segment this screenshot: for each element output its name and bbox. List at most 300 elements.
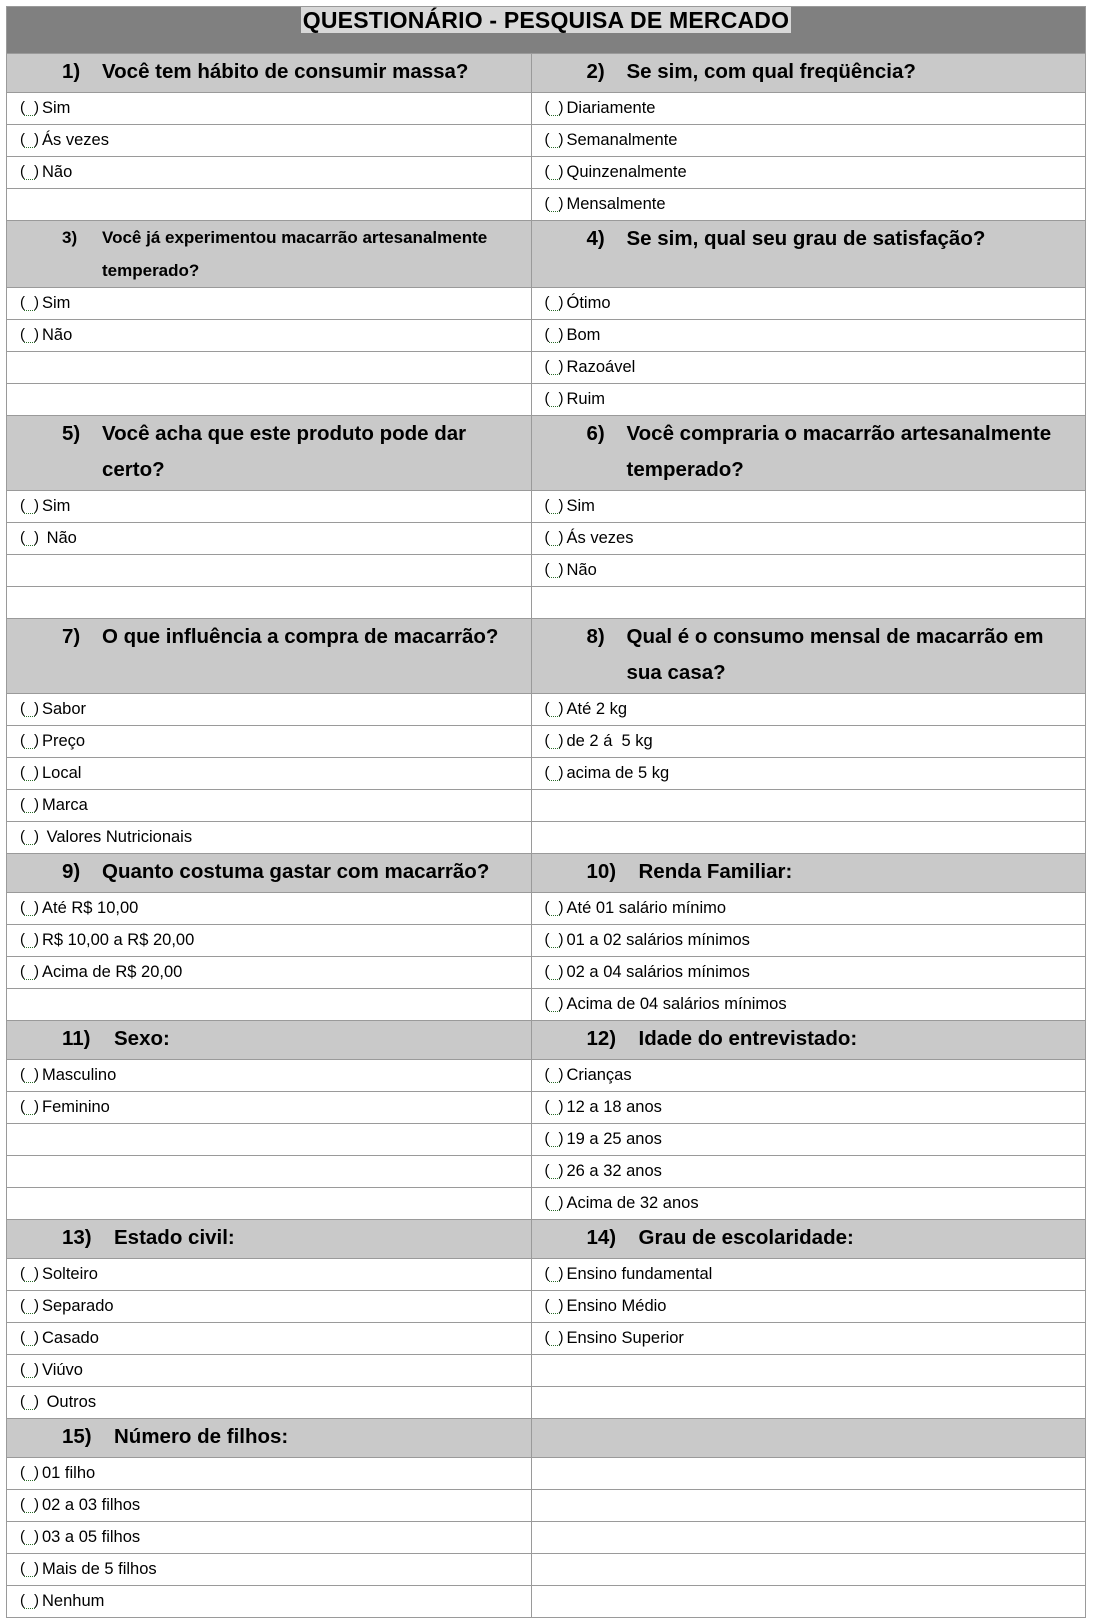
option-row (7, 1092, 1086, 1124)
title-row (7, 7, 1086, 54)
checkbox-blank[interactable] (545, 360, 564, 375)
answer-option[interactable] (7, 790, 531, 821)
question-number: 2) (586, 60, 605, 83)
question-header (532, 619, 1086, 691)
answer-option[interactable] (532, 555, 1086, 586)
answer-option[interactable] (532, 1259, 1086, 1290)
answer-option[interactable] (7, 1060, 531, 1091)
checkbox-blank[interactable] (20, 1562, 39, 1577)
answer-option[interactable] (7, 93, 531, 124)
empty-cell (531, 1490, 1086, 1522)
answer-option[interactable] (532, 491, 1086, 522)
checkbox-close-paren: ) (34, 1393, 39, 1410)
answer-option[interactable] (7, 491, 531, 522)
answer-option[interactable] (532, 523, 1086, 554)
checkbox-blank[interactable] (20, 499, 39, 514)
checkbox-close-paren: ) (34, 1560, 39, 1577)
option-label: Preço (42, 732, 86, 750)
option-label: Casado (42, 1329, 99, 1347)
option-cell (7, 758, 532, 790)
question-text: Sexo: (114, 1027, 170, 1050)
checkbox-underline (549, 1313, 560, 1314)
question-header (7, 221, 531, 287)
option-row (7, 125, 1086, 157)
question-number: 3) (62, 228, 78, 247)
checkbox-blank[interactable] (545, 997, 564, 1012)
option-label: Acima de R$ 20,00 (42, 963, 183, 981)
checkbox-underline (549, 211, 560, 212)
checkbox-open-paren: ( (544, 1194, 550, 1211)
answer-option[interactable] (532, 1124, 1086, 1155)
checkbox-blank[interactable] (545, 392, 564, 407)
checkbox-open-paren: ( (544, 1329, 550, 1346)
checkbox-blank[interactable] (20, 766, 39, 781)
option-label: Acima de 32 anos (566, 1194, 699, 1212)
option-cell (531, 189, 1086, 221)
question-number: 4) (586, 227, 605, 250)
checkbox-blank[interactable] (20, 1498, 39, 1513)
option-label: Outros (42, 1393, 97, 1411)
checkbox-open-paren: ( (20, 1528, 25, 1545)
left-question-cell (7, 221, 532, 288)
option-label: Ensino Médio (566, 1297, 667, 1315)
empty-cell (7, 352, 532, 384)
checkbox-underline (549, 1082, 560, 1083)
question-number: 7) (62, 625, 81, 648)
answer-option[interactable] (7, 726, 531, 757)
checkbox-close-paren: ) (34, 294, 39, 311)
option-label: Não (42, 529, 77, 547)
question-header (7, 54, 531, 90)
answer-option[interactable] (532, 1188, 1086, 1219)
checkbox-close-paren: ) (558, 1130, 564, 1147)
question-number: 15) (62, 1425, 92, 1448)
option-cell (7, 320, 532, 352)
answer-option[interactable] (7, 320, 531, 351)
checkbox-close-paren: ) (34, 963, 39, 980)
checkbox-blank[interactable] (20, 133, 39, 148)
checkbox-open-paren: ( (544, 1066, 550, 1083)
checkbox-close-paren: ) (558, 1329, 564, 1346)
checkbox-blank[interactable] (545, 1299, 564, 1314)
checkbox-open-paren: ( (20, 497, 25, 514)
option-label: Não (566, 561, 597, 579)
answer-option[interactable] (7, 957, 531, 988)
question-text: Se sim, com qual freqüência? (626, 60, 916, 83)
checkbox-open-paren: ( (20, 163, 25, 180)
checkbox-blank[interactable] (545, 197, 564, 212)
answer-option[interactable] (532, 1092, 1086, 1123)
answer-option[interactable] (7, 1259, 531, 1290)
answer-option[interactable] (532, 957, 1086, 988)
empty-cell (7, 1156, 532, 1188)
question-text: Você compraria o macarrão artesanalmente temperado? (626, 422, 1052, 481)
answer-option[interactable] (7, 1490, 531, 1521)
option-cell (7, 957, 532, 989)
answer-option[interactable] (7, 288, 531, 319)
option-cell (531, 893, 1086, 925)
checkbox-close-paren: ) (558, 1066, 564, 1083)
checkbox-open-paren: ( (20, 828, 25, 845)
checkbox-open-paren: ( (544, 1297, 550, 1314)
option-cell (7, 726, 532, 758)
option-label: Razoável (566, 358, 636, 376)
checkbox-close-paren: ) (558, 1297, 564, 1314)
question-number: 12) (586, 1027, 617, 1050)
checkbox-open-paren: ( (544, 1098, 550, 1115)
option-row (7, 523, 1086, 555)
answer-option[interactable] (7, 1092, 531, 1123)
checkbox-blank[interactable] (20, 933, 39, 948)
checkbox-open-paren: ( (20, 99, 25, 116)
question-text: Renda Familiar: (638, 860, 793, 883)
checkbox-open-paren: ( (20, 1098, 25, 1115)
answer-option[interactable] (532, 157, 1086, 188)
checkbox-underline (549, 947, 560, 948)
checkbox-close-paren: ) (558, 1265, 564, 1282)
option-row (7, 1124, 1086, 1156)
question-text: Você tem hábito de consumir massa? (102, 60, 469, 83)
checkbox-underline (549, 342, 560, 343)
answer-option[interactable] (7, 1458, 531, 1489)
option-row (7, 893, 1086, 925)
answer-option[interactable] (7, 1323, 531, 1354)
checkbox-close-paren: ) (34, 1361, 39, 1378)
answer-option[interactable] (532, 1060, 1086, 1091)
option-cell (7, 1060, 532, 1092)
checkbox-blank[interactable] (20, 798, 39, 813)
checkbox-blank[interactable] (20, 734, 39, 749)
option-cell (531, 726, 1086, 758)
checkbox-underline (549, 716, 560, 717)
option-row (7, 790, 1086, 822)
checkbox-open-paren: ( (20, 899, 25, 916)
checkbox-blank[interactable] (545, 1132, 564, 1147)
checkbox-open-paren: ( (20, 1464, 25, 1481)
checkbox-close-paren: ) (34, 131, 39, 148)
option-cell (531, 157, 1086, 189)
empty-cell (531, 790, 1086, 822)
option-label: acima de 5 kg (566, 764, 670, 782)
empty-cell (531, 1387, 1086, 1419)
option-label: Ruim (566, 390, 606, 408)
checkbox-open-paren: ( (544, 390, 550, 407)
option-label: Ás vezes (42, 131, 109, 149)
checkbox-open-paren: ( (544, 358, 550, 375)
checkbox-close-paren: ) (34, 700, 39, 717)
checkbox-blank[interactable] (20, 531, 39, 546)
checkbox-blank[interactable] (20, 101, 39, 116)
checkbox-blank[interactable] (20, 1530, 39, 1545)
option-label: Separado (42, 1297, 114, 1315)
checkbox-open-paren: ( (544, 899, 550, 916)
option-row (7, 694, 1086, 726)
answer-option[interactable] (532, 125, 1086, 156)
option-row (7, 1355, 1086, 1387)
checkbox-blank[interactable] (20, 1594, 39, 1609)
question-header (532, 1220, 1086, 1256)
checkbox-blank[interactable] (545, 702, 564, 717)
checkbox-blank[interactable] (20, 830, 39, 845)
checkbox-blank[interactable] (20, 328, 39, 343)
checkbox-underline (549, 748, 560, 749)
answer-option[interactable] (7, 758, 531, 789)
option-cell (531, 1156, 1086, 1188)
option-cell (531, 1188, 1086, 1220)
checkbox-close-paren: ) (558, 764, 564, 781)
option-cell (531, 758, 1086, 790)
option-row (7, 1188, 1086, 1220)
answer-option[interactable] (532, 352, 1086, 383)
option-cell (531, 1092, 1086, 1124)
option-cell (531, 288, 1086, 320)
option-label: Quinzenalmente (566, 163, 687, 181)
answer-option[interactable] (7, 925, 531, 956)
answer-option[interactable] (532, 989, 1086, 1020)
checkbox-open-paren: ( (20, 931, 25, 948)
checkbox-underline (549, 979, 560, 980)
answer-option[interactable] (532, 1156, 1086, 1187)
question-header (7, 416, 531, 488)
checkbox-open-paren: ( (544, 963, 550, 980)
option-cell (531, 555, 1086, 587)
checkbox-blank[interactable] (545, 1331, 564, 1346)
answer-option[interactable] (7, 893, 531, 924)
option-cell (531, 1060, 1086, 1092)
option-row (7, 352, 1086, 384)
answer-option[interactable] (7, 1291, 531, 1322)
answer-option[interactable] (7, 822, 531, 853)
checkbox-blank[interactable] (20, 1363, 39, 1378)
option-row (7, 189, 1086, 221)
option-cell (531, 491, 1086, 523)
question-header (7, 619, 531, 655)
answer-option[interactable] (7, 157, 531, 188)
option-row (7, 758, 1086, 790)
option-label: Acima de 04 salários mínimos (566, 995, 787, 1013)
empty-cell (7, 587, 532, 619)
option-row (7, 1586, 1086, 1618)
checkbox-blank[interactable] (20, 1395, 39, 1410)
answer-option[interactable] (532, 320, 1086, 351)
checkbox-open-paren: ( (544, 1130, 550, 1147)
answer-option[interactable] (7, 1355, 531, 1386)
checkbox-blank[interactable] (545, 563, 564, 578)
question-header (532, 221, 1086, 257)
answer-option[interactable] (532, 726, 1086, 757)
checkbox-blank[interactable] (20, 1331, 39, 1346)
question-text: Grau de escolaridade: (638, 1226, 854, 1249)
checkbox-open-paren: ( (20, 1496, 25, 1513)
answer-option[interactable] (7, 1387, 531, 1418)
answer-option[interactable] (7, 1554, 531, 1585)
checkbox-blank[interactable] (545, 1196, 564, 1211)
checkbox-close-paren: ) (34, 796, 39, 813)
checkbox-close-paren: ) (34, 1297, 39, 1314)
answer-option[interactable] (7, 125, 531, 156)
question-text: Quanto costuma gastar com macarrão? (102, 860, 490, 883)
question-text: Se sim, qual seu grau de satisfação? (626, 227, 986, 250)
question-header (7, 854, 531, 890)
checkbox-open-paren: ( (544, 700, 550, 717)
option-cell (7, 822, 532, 854)
checkbox-blank[interactable] (20, 965, 39, 980)
option-label: Ótimo (566, 294, 611, 312)
option-cell (7, 1586, 532, 1618)
option-label: Até R$ 10,00 (42, 899, 139, 917)
checkbox-open-paren: ( (20, 1592, 25, 1609)
option-cell (531, 93, 1086, 125)
answer-option[interactable] (532, 893, 1086, 924)
right-question-cell (531, 1021, 1086, 1060)
checkbox-close-paren: ) (558, 163, 564, 180)
question-header (7, 1021, 531, 1057)
checkbox-blank[interactable] (545, 165, 564, 180)
option-label: Ensino Superior (566, 1329, 684, 1347)
question-number: 13) (62, 1226, 92, 1249)
checkbox-blank[interactable] (545, 296, 564, 311)
option-cell (531, 957, 1086, 989)
checkbox-blank[interactable] (545, 901, 564, 916)
checkbox-open-paren: ( (544, 764, 550, 781)
checkbox-open-paren: ( (20, 963, 25, 980)
checkbox-open-paren: ( (20, 700, 25, 717)
checkbox-blank[interactable] (20, 1068, 39, 1083)
answer-option[interactable] (7, 1586, 531, 1617)
checkbox-close-paren: ) (34, 931, 39, 948)
answer-option[interactable] (532, 384, 1086, 415)
answer-option[interactable] (532, 694, 1086, 725)
question-number: 8) (586, 625, 605, 648)
checkbox-blank[interactable] (545, 766, 564, 781)
question-header (7, 1419, 531, 1455)
empty-cell (7, 189, 532, 221)
checkbox-blank[interactable] (545, 1267, 564, 1282)
option-cell (531, 925, 1086, 957)
option-row (7, 320, 1086, 352)
answer-option[interactable] (7, 1522, 531, 1553)
option-cell (531, 384, 1086, 416)
checkbox-blank[interactable] (545, 734, 564, 749)
answer-option[interactable] (532, 189, 1086, 220)
answer-option[interactable] (7, 523, 531, 554)
left-question-cell (7, 854, 532, 893)
checkbox-blank[interactable] (545, 1100, 564, 1115)
checkbox-blank[interactable] (20, 901, 39, 916)
checkbox-blank[interactable] (545, 1164, 564, 1179)
answer-option[interactable] (532, 288, 1086, 319)
checkbox-blank[interactable] (545, 531, 564, 546)
question-number: 10) (586, 860, 617, 883)
option-label: 19 a 25 anos (566, 1130, 662, 1148)
answer-option[interactable] (532, 93, 1086, 124)
checkbox-blank[interactable] (20, 702, 39, 717)
checkbox-open-paren: ( (20, 1393, 25, 1410)
checkbox-open-paren: ( (544, 131, 550, 148)
question-row (7, 416, 1086, 491)
checkbox-open-paren: ( (20, 131, 25, 148)
question-header (7, 1220, 531, 1256)
checkbox-underline (549, 545, 560, 546)
checkbox-open-paren: ( (20, 294, 25, 311)
checkbox-blank[interactable] (20, 165, 39, 180)
checkbox-blank[interactable] (20, 1299, 39, 1314)
question-text: Idade do entrevistado: (638, 1027, 858, 1050)
checkbox-blank[interactable] (545, 965, 564, 980)
checkbox-blank[interactable] (545, 101, 564, 116)
checkbox-close-paren: ) (34, 497, 39, 514)
option-cell (531, 125, 1086, 157)
checkbox-open-paren: ( (20, 529, 25, 546)
left-question-cell (7, 619, 532, 694)
option-label: 03 a 05 filhos (42, 1528, 141, 1546)
empty-cell (531, 1586, 1086, 1618)
option-label: 01 a 02 salários mínimos (566, 931, 750, 949)
option-row (7, 822, 1086, 854)
question-row (7, 1419, 1086, 1458)
empty-cell (7, 1188, 532, 1220)
checkbox-close-paren: ) (34, 1265, 39, 1282)
question-number: 1) (62, 60, 81, 83)
option-label: Não (42, 326, 73, 344)
checkbox-underline (549, 115, 560, 116)
checkbox-open-paren: ( (544, 195, 550, 212)
empty-cell (531, 587, 1086, 619)
checkbox-blank[interactable] (20, 1466, 39, 1481)
checkbox-blank[interactable] (545, 133, 564, 148)
checkbox-blank[interactable] (545, 499, 564, 514)
answer-option[interactable] (532, 1323, 1086, 1354)
checkbox-close-paren: ) (558, 732, 564, 749)
checkbox-blank[interactable] (20, 1267, 39, 1282)
checkbox-open-paren: ( (20, 1560, 25, 1577)
checkbox-blank[interactable] (545, 1068, 564, 1083)
option-row (7, 726, 1086, 758)
question-row (7, 54, 1086, 93)
checkbox-close-paren: ) (558, 995, 564, 1012)
question-header (532, 54, 1086, 90)
option-label: Feminino (42, 1098, 110, 1116)
checkbox-close-paren: ) (558, 99, 564, 116)
question-row (7, 221, 1086, 288)
option-label: Masculino (42, 1066, 117, 1084)
checkbox-open-paren: ( (544, 99, 550, 116)
option-label: Local (42, 764, 82, 782)
checkbox-open-paren: ( (544, 497, 550, 514)
checkbox-open-paren: ( (20, 1329, 25, 1346)
option-cell (531, 523, 1086, 555)
option-label: 12 a 18 anos (566, 1098, 662, 1116)
answer-option[interactable] (532, 925, 1086, 956)
answer-option[interactable] (532, 1291, 1086, 1322)
checkbox-underline (549, 1011, 560, 1012)
checkbox-blank[interactable] (20, 1100, 39, 1115)
checkbox-blank[interactable] (545, 933, 564, 948)
checkbox-underline (549, 147, 560, 148)
checkbox-open-paren: ( (544, 529, 550, 546)
checkbox-blank[interactable] (545, 328, 564, 343)
question-header (532, 416, 1086, 488)
option-cell (7, 93, 532, 125)
option-label: Até 2 kg (566, 700, 628, 718)
checkbox-open-paren: ( (544, 1162, 550, 1179)
question-number: 6) (586, 422, 605, 445)
checkbox-underline (549, 1146, 560, 1147)
answer-option[interactable] (532, 758, 1086, 789)
checkbox-close-paren: ) (558, 899, 564, 916)
answer-option[interactable] (7, 694, 531, 725)
checkbox-blank[interactable] (20, 296, 39, 311)
